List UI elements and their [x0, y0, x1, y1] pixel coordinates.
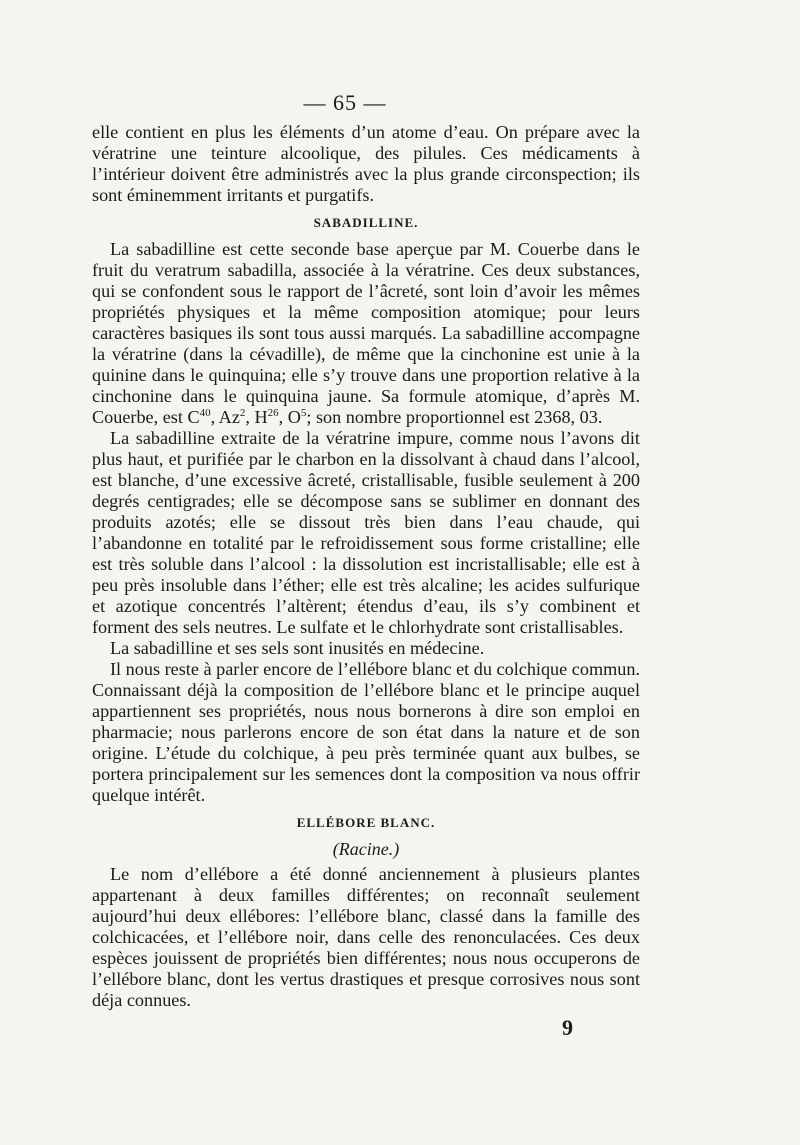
- formula-az-exponent: 2: [239, 406, 246, 419]
- formula-h: , H: [245, 407, 268, 427]
- paragraph-sabadilline-intro: [92, 239, 640, 428]
- signature-mark: 9: [562, 1015, 573, 1040]
- subtitle-racine: (Racine.): [332, 839, 400, 859]
- formula-az: , Az: [210, 407, 240, 427]
- paragraph-ellebore-colchique: Il nous reste à parler encore de l’ellébore blanc et du colchique commun. Connaissant déjà la composition de l’ellébore blanc et le principe auquel appartiennent ses propriétés, nous nous bornerons à dire son emploi en pharmacie; nous parlerons encore de son état dans la nature et de son origine. L’étude du colchique, à peu près terminée quant aux bulbes, se portera principalement sur les semences dont la composition va nous offrir quelque intérêt.: [92, 659, 640, 805]
- page-number-header: — 65 —: [303, 90, 387, 115]
- formula-o-exponent: 5: [300, 406, 307, 419]
- formula-c-exponent: 40: [199, 406, 211, 419]
- section-title-ellebore: ELLÉBORE BLANC.: [296, 815, 436, 830]
- section-title-sabadilline: SABADILLINE.: [313, 215, 419, 230]
- page-body: [92, 122, 640, 1011]
- paragraph-sabadilline-medicine: La sabadilline et ses sels sont inusités en médecine.: [110, 638, 485, 658]
- formula-o: , O: [278, 407, 301, 427]
- paragraph-sabadilline-properties: La sabadilline extraite de la vératrine impure, comme nous l’avons dit plus haut, et purifiée par le charbon en la dissolvant à chaud dans l’alcool, est blanche, d’une excessive âcreté, cristallisable, fusible seulement à 200 degrés centigrades; elle se décompose sans se sublimer en donnant des produits azotés; elle se dissout très bien dans l’eau chaude, qui l’abandonne en totalité par le refroidissement sous forme cristalline; elle est très soluble dans l’alcool : la dissolution est incristallisable; elle est à peu près insoluble dans l’éther; elle est très alcaline; les acides sulfurique et azotique concentrés l’altèrent; étendus d’eau, ils s’y combinent et forment des sels neutres. Le sulfate et le chlorhydrate sont cristallisables.: [92, 428, 640, 637]
- formula-h-exponent: 26: [267, 406, 279, 419]
- paragraph-sabadilline-intro-text: La sabadilline est cette seconde base aperçue par M. Couerbe dans le fruit du veratrum sabadilla, associée à la vératrine. Ces deux substances, qui se confondent sous le rapport de l’âcreté, sont loin d’avoir les mêmes propriétés physiques et la même composition atomique; pour leurs caractères basiques ils sont tous aussi marqués. La sabadilline accompagne la vératrine (dans la cévadille), de même que la cinchonine est unie à la quinine dans le quinquina; elle s’y trouve dans une proportion relative à la cinchonine dans le quinquina jaune. Sa formule atomique, d’après M. Couerbe, est C: [92, 239, 640, 427]
- paragraph-ellebore-name: Le nom d’ellébore a été donné anciennement à plusieurs plantes appartenant à deux familles différentes; on reconnaît seulement aujourd’hui deux ellébores: l’ellébore blanc, classé dans la famille des colchicacées, et l’ellébore noir, dans celle des renonculacées. Ces deux espèces jouissent de propriétés bien différentes; nous nous occuperons de l’ellébore blanc, dont les vertus drastiques et presque corrosives nous sont déja connues.: [92, 864, 640, 1010]
- paragraph-continuation: elle contient en plus les éléments d’un atome d’eau. On prépare avec la vératrine une teinture alcoolique, des pilules. Ces médicaments à l’intérieur doivent être administrés avec la plus grande circonspection; ils sont éminemment irritants et purgatifs.: [92, 122, 640, 205]
- formula-end: ; son nombre proportionnel est 2368, 03.: [306, 407, 603, 427]
